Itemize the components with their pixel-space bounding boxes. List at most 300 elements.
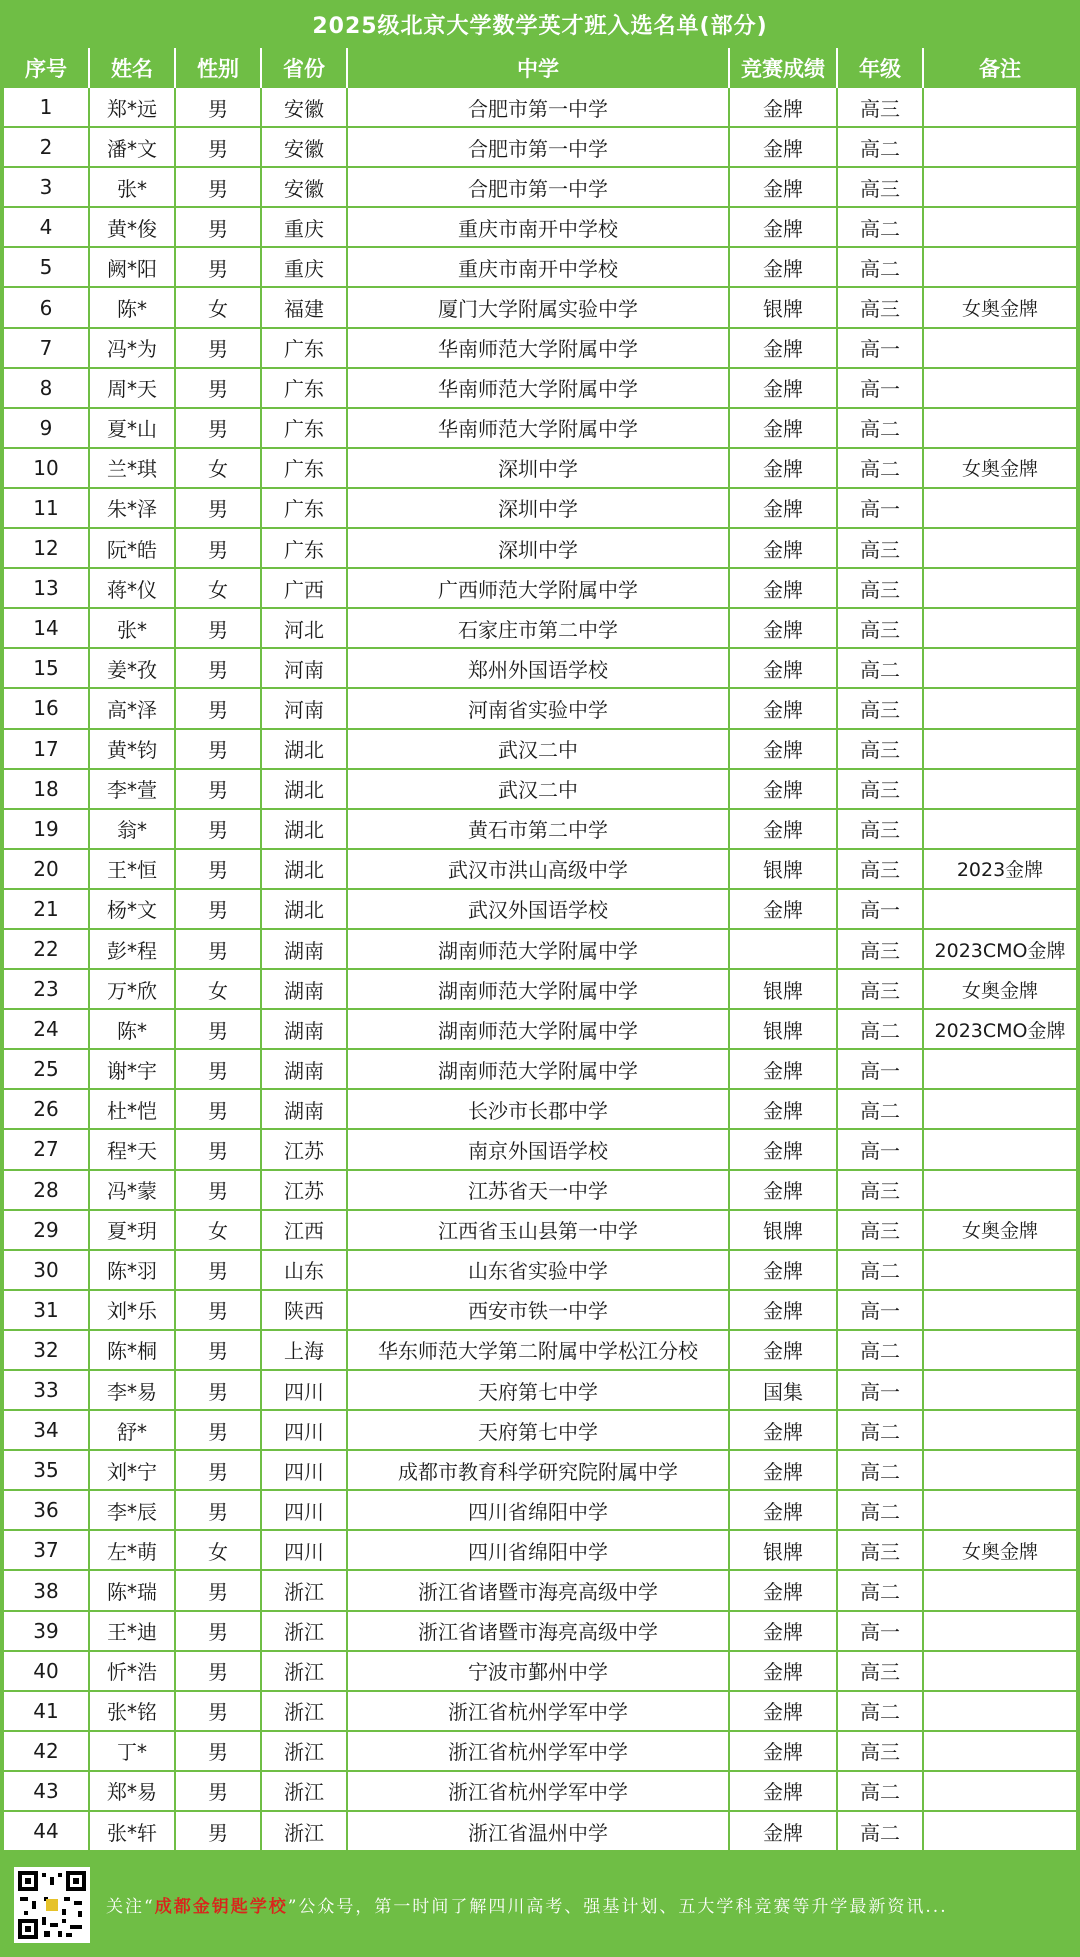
table-cell: 女奥金牌 — [961, 298, 1038, 321]
table-cell: 阙*阳 — [90, 248, 176, 286]
table-cell: 黄*俊 — [90, 208, 176, 246]
table-cell: 河南省实验中学 — [348, 689, 730, 727]
page-title: 2025级北京大学数学英才班入选名单(部分) — [4, 0, 1076, 48]
table-cell: 高三 — [838, 288, 924, 326]
table-cell: 陈*瑞 — [90, 1571, 176, 1609]
table-row — [4, 409, 1076, 449]
table-cell: 高二 — [838, 1451, 924, 1489]
table-cell: 张* — [90, 609, 176, 647]
table-cell: 四川 — [262, 1491, 348, 1529]
table-cell: 金牌 — [730, 88, 838, 126]
table-cell: 潘*文 — [90, 128, 176, 166]
table-cell: 26 — [4, 1090, 90, 1128]
table-cell: 8 — [4, 369, 90, 407]
table-cell: 男 — [176, 1251, 262, 1289]
table-row — [4, 88, 1076, 128]
table-cell: 男 — [176, 770, 262, 808]
table-row — [4, 1171, 1076, 1211]
table-cell: 金牌 — [730, 1411, 838, 1449]
column-header: 竞赛成绩 — [730, 48, 838, 88]
table-cell: 银牌 — [730, 1531, 838, 1569]
table-cell: 金牌 — [730, 329, 838, 367]
table-cell: 李*萱 — [90, 770, 176, 808]
table-cell: 武汉市洪山高级中学 — [348, 850, 730, 888]
table-cell: 高一 — [838, 369, 924, 407]
table-cell: 高二 — [838, 208, 924, 246]
table-cell: 陈* — [90, 288, 176, 326]
table-cell — [924, 689, 1076, 727]
table-cell: 男 — [176, 1772, 262, 1810]
table-cell: 44 — [4, 1812, 90, 1850]
table-cell: 重庆 — [262, 208, 348, 246]
table-cell: 男 — [176, 248, 262, 286]
table-cell: 山东 — [262, 1251, 348, 1289]
table-cell: 男 — [176, 1571, 262, 1609]
table-cell: 重庆市南开中学校 — [348, 208, 730, 246]
table-cell: 金牌 — [730, 449, 838, 487]
table-cell: 陈*桐 — [90, 1331, 176, 1369]
table-cell: 6 — [4, 288, 90, 326]
table-body — [4, 88, 1076, 1852]
table-cell: 湖南 — [262, 1090, 348, 1128]
table-cell — [924, 770, 1076, 808]
table-cell: 金牌 — [730, 770, 838, 808]
table-cell: 高二 — [838, 1010, 924, 1048]
table-cell: 女 — [176, 970, 262, 1008]
table-cell: 高三 — [838, 850, 924, 888]
table-row — [4, 609, 1076, 649]
table-cell: 金牌 — [730, 1050, 838, 1088]
table-cell: 湖北 — [262, 890, 348, 928]
table-cell — [924, 1732, 1076, 1770]
table-cell: 高*泽 — [90, 689, 176, 727]
table-cell: 湖南 — [262, 1010, 348, 1048]
table-cell: 金牌 — [730, 369, 838, 407]
table-cell: 39 — [4, 1612, 90, 1650]
table-cell: 宁波市鄞州中学 — [348, 1652, 730, 1690]
table-cell: 高二 — [838, 409, 924, 447]
table-row — [4, 569, 1076, 609]
table-cell: 20 — [4, 850, 90, 888]
table-cell: 9 — [4, 409, 90, 447]
table-cell: 男 — [176, 168, 262, 206]
table-cell: 冯*为 — [90, 329, 176, 367]
table-cell: 男 — [176, 208, 262, 246]
table-cell: 高二 — [838, 1331, 924, 1369]
table-row — [4, 248, 1076, 288]
table-cell: 高二 — [838, 128, 924, 166]
table-cell: 18 — [4, 770, 90, 808]
table-row — [4, 689, 1076, 729]
table-cell: 四川省绵阳中学 — [348, 1491, 730, 1529]
table-cell — [924, 649, 1076, 687]
table-row — [4, 1732, 1076, 1772]
table-cell: 姜*孜 — [90, 649, 176, 687]
table-cell: 湖北 — [262, 810, 348, 848]
table-row — [4, 1371, 1076, 1411]
table-cell: 女奥金牌 — [961, 979, 1038, 1002]
table-cell: 女奥金牌 — [961, 1540, 1038, 1563]
table-cell: 上海 — [262, 1331, 348, 1369]
table-cell: 浙江 — [262, 1692, 348, 1730]
table-row — [4, 449, 1076, 489]
table-cell: 高一 — [838, 1130, 924, 1168]
table-cell: 男 — [176, 128, 262, 166]
table-cell: 王*迪 — [90, 1612, 176, 1650]
table-row — [4, 850, 1076, 890]
table-cell: 2023CMO金牌 — [934, 939, 1066, 962]
table-cell: 男 — [176, 529, 262, 567]
table-cell: 郑州外国语学校 — [348, 649, 730, 687]
table-cell: 24 — [4, 1010, 90, 1048]
table-cell: 高二 — [838, 1491, 924, 1529]
column-header: 备注 — [979, 57, 1021, 81]
table-cell: 36 — [4, 1491, 90, 1529]
table-cell: 7 — [4, 329, 90, 367]
table-cell: 男 — [176, 1451, 262, 1489]
table-cell — [924, 88, 1076, 126]
table-cell: 天府第七中学 — [348, 1411, 730, 1449]
table-row — [4, 1130, 1076, 1170]
table-cell: 舒* — [90, 1411, 176, 1449]
table-cell: 安徽 — [262, 168, 348, 206]
table-cell: 江西 — [262, 1211, 348, 1249]
table-cell: 福建 — [262, 288, 348, 326]
table-cell: 华东师范大学第二附属中学松江分校 — [348, 1331, 730, 1369]
table-cell: 天府第七中学 — [348, 1371, 730, 1409]
table-cell: 广东 — [262, 449, 348, 487]
table-cell: 27 — [4, 1130, 90, 1168]
table-cell: 42 — [4, 1732, 90, 1770]
table-cell: 高二 — [838, 248, 924, 286]
column-header: 序号 — [4, 48, 90, 88]
table-cell — [924, 1371, 1076, 1409]
table-row — [4, 1571, 1076, 1611]
table-cell: 5 — [4, 248, 90, 286]
table-cell: 郑*远 — [90, 88, 176, 126]
table-cell: 武汉二中 — [348, 730, 730, 768]
table-cell: 浙江省温州中学 — [348, 1812, 730, 1850]
table-cell: 河南 — [262, 649, 348, 687]
footer-brand-link[interactable]: 成都金钥匙学校 — [154, 1897, 288, 1917]
table-cell: 浙江 — [262, 1732, 348, 1770]
table-cell: 浙江 — [262, 1652, 348, 1690]
table-cell: 女 — [176, 449, 262, 487]
table-cell — [924, 369, 1076, 407]
table-cell: 高一 — [838, 890, 924, 928]
table-cell: 夏*山 — [90, 409, 176, 447]
table-cell — [924, 609, 1076, 647]
table-cell: 高一 — [838, 1371, 924, 1409]
table-cell — [924, 529, 1076, 567]
table-cell: 2023CMO金牌 — [934, 1019, 1066, 1042]
table-cell: 金牌 — [730, 128, 838, 166]
table-cell: 高三 — [838, 1652, 924, 1690]
table-row — [4, 1331, 1076, 1371]
table-cell: 高二 — [838, 1571, 924, 1609]
footer-prefix: 关注“ — [106, 1897, 155, 1917]
table-cell: 女 — [176, 288, 262, 326]
table-cell: 金牌 — [730, 489, 838, 527]
table-cell: 高三 — [838, 970, 924, 1008]
table-cell: 兰*琪 — [90, 449, 176, 487]
table-cell: 男 — [176, 1050, 262, 1088]
table-row — [4, 1772, 1076, 1812]
table-cell: 15 — [4, 649, 90, 687]
table-cell: 男 — [176, 1010, 262, 1048]
table-cell: 银牌 — [730, 850, 838, 888]
table-row — [4, 128, 1076, 168]
table-cell — [924, 1812, 1076, 1850]
table-cell: 刘*宁 — [90, 1451, 176, 1489]
table-cell: 高三 — [838, 529, 924, 567]
table-row — [4, 970, 1076, 1010]
table-cell — [924, 1411, 1076, 1449]
table-cell: 张*轩 — [90, 1812, 176, 1850]
table-row — [4, 1812, 1076, 1852]
table-cell: 高一 — [838, 1612, 924, 1650]
table-cell: 高三 — [838, 689, 924, 727]
table-row — [4, 1491, 1076, 1531]
table-row — [4, 1211, 1076, 1251]
column-header: 省份 — [262, 48, 348, 88]
table-cell: 夏*玥 — [90, 1211, 176, 1249]
table-cell: 1 — [4, 88, 90, 126]
table-cell: 四川 — [262, 1411, 348, 1449]
table-cell — [924, 168, 1076, 206]
table-cell: 金牌 — [730, 1291, 838, 1329]
table-cell — [924, 1090, 1076, 1128]
table-row — [4, 730, 1076, 770]
table-cell: 女 — [176, 569, 262, 607]
table-cell: 陕西 — [262, 1291, 348, 1329]
table-cell — [924, 569, 1076, 607]
table-cell: 金牌 — [730, 609, 838, 647]
table-row — [4, 649, 1076, 689]
table-cell: 南京外国语学校 — [348, 1130, 730, 1168]
table-cell: 湖南师范大学附属中学 — [348, 930, 730, 968]
table-cell — [924, 1571, 1076, 1609]
table-cell: 女 — [176, 1531, 262, 1569]
table-cell: 33 — [4, 1371, 90, 1409]
table-cell: 武汉二中 — [348, 770, 730, 808]
table-cell: 李*辰 — [90, 1491, 176, 1529]
table-cell: 广东 — [262, 329, 348, 367]
table-cell: 冯*蒙 — [90, 1171, 176, 1209]
table-cell — [924, 1652, 1076, 1690]
table-cell: 12 — [4, 529, 90, 567]
table-cell: 湖北 — [262, 850, 348, 888]
table-cell — [924, 890, 1076, 928]
table-cell: 长沙市长郡中学 — [348, 1090, 730, 1128]
table-cell: 程*天 — [90, 1130, 176, 1168]
table-cell: 31 — [4, 1291, 90, 1329]
table-cell: 金牌 — [730, 1090, 838, 1128]
table-cell: 合肥市第一中学 — [348, 168, 730, 206]
table-cell: 16 — [4, 689, 90, 727]
table-cell — [730, 930, 838, 968]
table-cell: 蒋*仪 — [90, 569, 176, 607]
table-cell: 金牌 — [730, 1171, 838, 1209]
table-cell: 11 — [4, 489, 90, 527]
table-cell: 高三 — [838, 569, 924, 607]
table-cell: 银牌 — [730, 1211, 838, 1249]
table-cell: 深圳中学 — [348, 449, 730, 487]
table-cell: 厦门大学附属实验中学 — [348, 288, 730, 326]
table-cell — [924, 1130, 1076, 1168]
table-cell: 男 — [176, 1812, 262, 1850]
footer-text — [106, 1892, 948, 1917]
table-cell: 湖南师范大学附属中学 — [348, 1050, 730, 1088]
table-cell: 金牌 — [730, 649, 838, 687]
table-cell: 四川省绵阳中学 — [348, 1531, 730, 1569]
table-cell: 高三 — [838, 168, 924, 206]
table-cell — [924, 409, 1076, 447]
table-cell: 男 — [176, 890, 262, 928]
table-row — [4, 1090, 1076, 1130]
table-cell: 男 — [176, 1732, 262, 1770]
table-cell — [924, 1251, 1076, 1289]
table-cell: 高二 — [838, 1251, 924, 1289]
table-cell: 男 — [176, 1331, 262, 1369]
table-cell: 高二 — [838, 1411, 924, 1449]
table-cell: 广西师范大学附属中学 — [348, 569, 730, 607]
table-cell: 23 — [4, 970, 90, 1008]
table-cell: 彭*程 — [90, 930, 176, 968]
table-cell — [924, 1491, 1076, 1529]
table-cell: 陈* — [90, 1010, 176, 1048]
table-row — [4, 930, 1076, 970]
table-cell: 金牌 — [730, 1130, 838, 1168]
table-cell: 浙江省杭州学军中学 — [348, 1772, 730, 1810]
table-cell: 湖南师范大学附属中学 — [348, 1010, 730, 1048]
table-cell: 男 — [176, 409, 262, 447]
table-cell: 高三 — [838, 770, 924, 808]
table-cell: 深圳中学 — [348, 489, 730, 527]
table-cell: 华南师范大学附属中学 — [348, 329, 730, 367]
table-cell: 高三 — [838, 930, 924, 968]
table-cell: 40 — [4, 1652, 90, 1690]
table-cell: 浙江 — [262, 1571, 348, 1609]
table-cell: 高一 — [838, 1050, 924, 1088]
table-cell: 四川 — [262, 1371, 348, 1409]
table-row — [4, 1612, 1076, 1652]
table-cell: 高二 — [838, 1090, 924, 1128]
table-cell: 金牌 — [730, 1772, 838, 1810]
table-cell: 浙江省诸暨市海亮高级中学 — [348, 1612, 730, 1650]
table-cell: 28 — [4, 1171, 90, 1209]
table-cell: 男 — [176, 329, 262, 367]
table-cell: 金牌 — [730, 1652, 838, 1690]
table-cell: 安徽 — [262, 88, 348, 126]
table-cell: 成都市教育科学研究院附属中学 — [348, 1451, 730, 1489]
table-cell: 江苏省天一中学 — [348, 1171, 730, 1209]
table-cell: 高二 — [838, 1812, 924, 1850]
table-cell: 13 — [4, 569, 90, 607]
table-cell: 杨*文 — [90, 890, 176, 928]
table-row — [4, 1010, 1076, 1050]
table-cell: 湖南师范大学附属中学 — [348, 970, 730, 1008]
table-cell: 周*天 — [90, 369, 176, 407]
table-cell — [924, 1692, 1076, 1730]
table-cell: 河北 — [262, 609, 348, 647]
table-cell: 华南师范大学附属中学 — [348, 369, 730, 407]
table-cell: 男 — [176, 1491, 262, 1529]
table-cell: 银牌 — [730, 1010, 838, 1048]
table-row — [4, 529, 1076, 569]
table-cell: 浙江 — [262, 1812, 348, 1850]
footer-suffix: ”公众号，第一时间了解四川高考、强基计划、五大学科竞赛等升学最新资讯... — [287, 1897, 948, 1917]
table-cell: 高三 — [838, 810, 924, 848]
table-row — [4, 288, 1076, 328]
table-cell: 高二 — [838, 1772, 924, 1810]
table-cell: 17 — [4, 730, 90, 768]
table-cell: 10 — [4, 449, 90, 487]
table-cell — [924, 1331, 1076, 1369]
qr-code-graphic — [18, 1871, 86, 1939]
table-cell: 湖南 — [262, 970, 348, 1008]
table-cell — [924, 1612, 1076, 1650]
table-cell: 高一 — [838, 1291, 924, 1329]
table-cell: 男 — [176, 649, 262, 687]
table-cell: 金牌 — [730, 409, 838, 447]
column-header: 年级 — [838, 48, 924, 88]
table-cell: 忻*浩 — [90, 1652, 176, 1690]
table-cell: 丁* — [90, 1732, 176, 1770]
table-row — [4, 1692, 1076, 1732]
table-cell: 男 — [176, 1692, 262, 1730]
table-cell: 合肥市第一中学 — [348, 88, 730, 126]
table-cell — [924, 248, 1076, 286]
table-cell: 37 — [4, 1531, 90, 1569]
table-cell: 高三 — [838, 730, 924, 768]
table-cell: 女奥金牌 — [961, 458, 1038, 481]
table-row — [4, 1251, 1076, 1291]
table-cell: 男 — [176, 1130, 262, 1168]
table-cell: 金牌 — [730, 248, 838, 286]
table-cell: 金牌 — [730, 208, 838, 246]
table-cell — [924, 1772, 1076, 1810]
table-cell: 金牌 — [730, 1491, 838, 1529]
table-cell: 金牌 — [730, 810, 838, 848]
table-row — [4, 1050, 1076, 1090]
table-cell: 男 — [176, 88, 262, 126]
table-cell: 李*易 — [90, 1371, 176, 1409]
table-cell: 3 — [4, 168, 90, 206]
table-cell: 谢*宇 — [90, 1050, 176, 1088]
qr-code-icon[interactable] — [14, 1867, 90, 1943]
table-cell: 14 — [4, 609, 90, 647]
table-row — [4, 1411, 1076, 1451]
table-cell: 浙江省杭州学军中学 — [348, 1732, 730, 1770]
table-cell: 石家庄市第二中学 — [348, 609, 730, 647]
table-cell: 华南师范大学附属中学 — [348, 409, 730, 447]
table-cell: 黄石市第二中学 — [348, 810, 730, 848]
table-cell: 深圳中学 — [348, 529, 730, 567]
table-cell: 湖南 — [262, 930, 348, 968]
column-header: 性别 — [176, 48, 262, 88]
table-row — [4, 1291, 1076, 1331]
table-cell: 四川 — [262, 1451, 348, 1489]
table-cell: 朱*泽 — [90, 489, 176, 527]
table-cell: 男 — [176, 689, 262, 727]
table-cell: 湖北 — [262, 770, 348, 808]
table-cell: 4 — [4, 208, 90, 246]
table-row — [4, 770, 1076, 810]
table-cell: 38 — [4, 1571, 90, 1609]
table-cell: 陈*羽 — [90, 1251, 176, 1289]
table-cell: 女 — [176, 1211, 262, 1249]
